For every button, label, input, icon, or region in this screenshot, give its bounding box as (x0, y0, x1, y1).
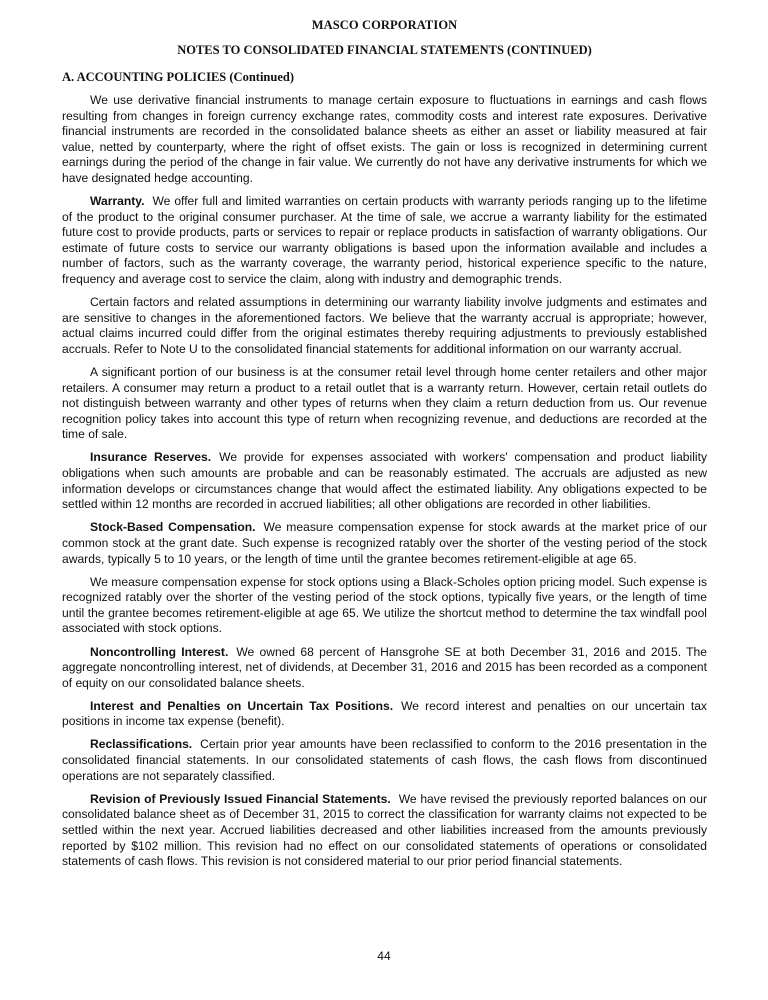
paragraph-reclassifications (62, 737, 707, 784)
paragraph-text: We offer full and limited warranties on certain products with warranty periods ranging up to the lifetime of the product to the original consumer purchaser. At the time of sale, we accrue a warranty liability for the estimated future cost to provide products, parts or services to repair or replace products in satisfaction of warranty obligations. Our estimate of future costs to service our warranty obligations is based upon the information available and includes a number of factors, such as the warranty coverage, the warranty period, historical experience specific to the nature, frequency and average cost to service the claim, along with industry and demographic trends. (62, 194, 707, 287)
company-name: MASCO CORPORATION (311, 18, 458, 32)
page-number: 44 (377, 949, 391, 963)
paragraph-text: We have revised the previously reported balances on our consolidated balance sheet as of December 31, 2015 to correct the classification for warranty claims not expected to be settled within the next year. Accrued liabilities decreased and other liabilities increased from the amounts previously reported by $102 million. This revision had no effect on our consolidated statements of operations or consolidated statements of cash flows. This revision is not considered material to our prior period financial statements. (62, 791, 707, 869)
paragraph-heading: Revision of Previously Issued Financial Statements. (90, 791, 391, 806)
paragraph-text: A significant portion of our business is at the consumer retail level through home center retailers and other major retailers. A consumer may return a product to a retail outlet that is a warranty return. However, certain retail outlets do not distinguish between warranty and other types of returns when they claim a return deduction from us. Our revenue recognition policy takes into account this type of return when recognizing revenue, and deductions are recorded at the time of sale. (62, 365, 707, 442)
paragraph-text: We record interest and penalties on our uncertain tax positions in income tax expense (benefit). (62, 698, 707, 729)
paragraph-uncertain-tax (62, 699, 707, 730)
paragraph-stock-based-compensation (62, 520, 707, 567)
paragraph-heading: Stock-Based Compensation. (90, 520, 256, 535)
paragraph-text: Certain prior year amounts have been reclassified to conform to the 2016 presentation in the consolidated financial statements. In our consolidated statements of cash flows, the cash flows from discontinued operations are not separately classified. (62, 737, 707, 783)
paragraph-heading: Insurance Reserves. (90, 450, 212, 465)
paragraph-heading: Interest and Penalties on Uncertain Tax Positions. (90, 698, 394, 713)
paragraph-text: We measure compensation expense for stock awards at the market price of our common stock at the grant date. Such expense is recognized ratably over the shorter of the vesting period of the stock awards, typically 5 to 10 years, or the length of time until the grantee becomes retirement-eligible at age 65. (62, 520, 708, 566)
paragraph-heading: Noncontrolling Interest. (90, 644, 229, 659)
paragraph-noncontrolling-interest (62, 645, 707, 692)
paragraph-text: We use derivative financial instruments to manage certain exposure to fluctuations in earnings and cash flows resulting from changes in foreign currency exchange rates, commodity costs and interest rate exposures. Derivative financial instruments are recorded in the consolidated balance sheets as either an asset or liability measured at fair value, netted by counterparty, where the right of offset exists. The gain or loss is recognized in determining current earnings during the period of the change in fair value. We currently do not have any derivative instruments for which we have designated hedge accounting. (62, 93, 707, 185)
paragraph-heading: Warranty. (90, 194, 145, 209)
paragraph-warranty-assumptions (62, 295, 707, 357)
paragraph-insurance-reserves (62, 450, 707, 512)
paragraph-text: Certain factors and related assumptions in determining our warranty liability involve judgments and estimates and are sensitive to changes in the aforementioned factors. We believe that the warranty accrual is appropriate; however, actual claims incurred could differ from the original estimates thereby requiring adjustments to previously established accruals. Refer to Note U to the consolidated financial statements for additional information on our warranty accrual. (62, 295, 707, 356)
paragraph-derivatives (62, 93, 707, 187)
document-page (62, 18, 707, 877)
paragraph-warranty (62, 194, 707, 288)
paragraph-text: We measure compensation expense for stock options using a Black-Scholes option pricing model. Such expense is recognized ratably over the shorter of the vesting period of the stock options, typically five years, or the length of time until the grantee becomes retirement-eligible at age 65. We utilize the shortcut method to determine the tax windfall pool associated with stock options. (62, 574, 707, 636)
page-subtitle: NOTES TO CONSOLIDATED FINANCIAL STATEMENTS (CONTINUED) (177, 43, 592, 57)
paragraph-revision (62, 792, 707, 870)
paragraph-heading: Reclassifications. (90, 737, 193, 752)
paragraph-text: We provide for expenses associated with workers' compensation and product liability obligations when such amounts are probable and can be reasonably estimated. The accruals are adjusted as new information develops or circumstances change that would affect the estimated liability. Any obligations expected to be settled within 12 months are recorded in accrued liabilities; all other obligations are recorded in other liabilities. (62, 450, 707, 512)
section-heading: A. ACCOUNTING POLICIES (Continued) (62, 70, 294, 84)
paragraph-retail-returns (62, 365, 707, 443)
paragraph-text: We owned 68 percent of Hansgrohe SE at both December 31, 2016 and 2015. The aggregate noncontrolling interest, net of dividends, at December 31, 2016 and 2015 has been recorded as a component of equity on our consolidated balance sheets. (62, 644, 707, 690)
paragraph-stock-options (62, 575, 707, 637)
